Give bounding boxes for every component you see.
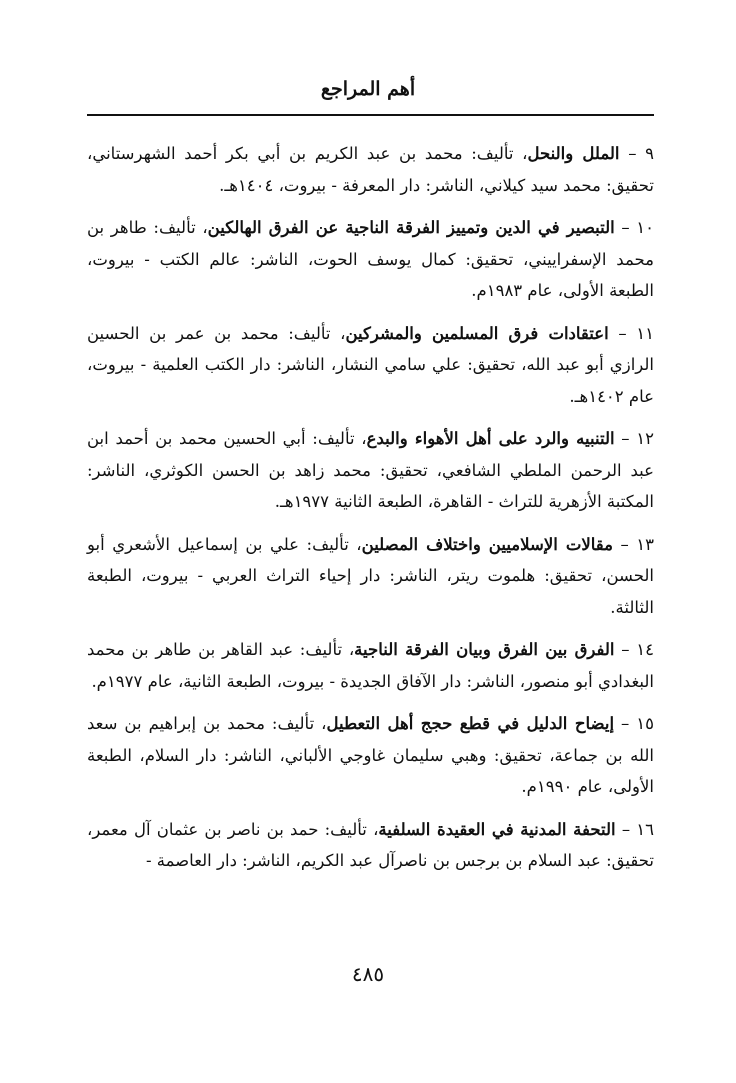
entry-number: ١١ — [636, 323, 654, 343]
entry-details: ، تأليف: عبد القاهر بن طاهر بن محمد البغدادي أبو منصور، الناشر: دار الآفاق الجديدة - بيروت، الطبعة الثانية، عام ١٩٧٧م. — [87, 640, 654, 691]
entry-number: ٩ — [645, 144, 654, 163]
entry-details: ، تأليف: محمد بن عمر بن الحسين الرازي أبو عبد الله، تحقيق: علي سامي النشار، الناشر: دار الكتب العلمية - بيروت، عام ١٤٠٢هـ. — [87, 323, 654, 406]
entry-details: ، تأليف: حمد بن ناصر بن عثمان آل معمر، تحقيق: عبد السلام بن برجس بن ناصرآل عبد الكريم، الناشر: دار العاصمة - — [87, 819, 654, 870]
entry-details: ، تأليف: طاهر بن محمد الإسفراييني، تحقيق: كمال يوسف الحوت، الناشر: عالم الكتب - بيروت، الطبعة الأولى، عام ١٩٨٣م. — [87, 218, 654, 300]
entry-number: ١٢ — [636, 429, 654, 448]
reference-entry: ٩ – الملل والنحل، تأليف: محمد بن عبد الكريم بن أبي بكر أحمد الشهرستاني، تحقيق: محمد سيد كيلاني، الناشر: دار المعرفة - بيروت، ١٤٠٤هـ. — [87, 144, 654, 195]
page-header-title: أهم المراجع — [320, 78, 416, 100]
entry-number: ١٥ — [636, 714, 654, 733]
reference-entry: ١٠ – التبصير في الدين وتمييز الفرقة الناجية عن الفرق الهالكين، تأليف: طاهر بن محمد الإسفراييني، تحقيق: كمال يوسف الحوت، الناشر: عالم الكتب - بيروت، الطبعة الأولى، عام ١٩٨٣م. — [87, 218, 654, 300]
page-number: ٤٨٥ — [351, 962, 385, 986]
entry-title: اعتقادات فرق المسلمين والمشركين — [345, 323, 609, 343]
entry-title: الفرق بين الفرق وبيان الفرقة الناجية — [354, 640, 615, 659]
entry-details: ، تأليف: محمد بن عبد الكريم بن أبي بكر أحمد الشهرستاني، تحقيق: محمد سيد كيلاني، الناشر: دار المعرفة - بيروت، ١٤٠٤هـ. — [87, 144, 654, 195]
entry-number: ١٦ — [636, 819, 654, 839]
reference-entry: ١٦ – التحفة المدنية في العقيدة السلفية، تأليف: حمد بن ناصر بن عثمان آل معمر، تحقيق: عبد السلام بن برجس بن ناصرآل عبد الكريم، الناشر: دار العاصمة - — [87, 819, 654, 870]
reference-entry: ١٢ – التنبيه والرد على أهل الأهواء والبدع، تأليف: أبي الحسين محمد بن أحمد ابن عبد الرحمن الملطي الشافعي، تحقيق: محمد زاهد بن الحسن الكوثري، الناشر: المكتبة الأزهرية للتراث - القاهرة، الطبعة الثانية ١٩٧٧هـ. — [87, 429, 654, 511]
entry-details: ، تأليف: علي بن إسماعيل الأشعري أبو الحسن، تحقيق: هلموت ريتر، الناشر: دار إحياء التراث العربي - بيروت، الطبعة الثالثة. — [87, 534, 654, 617]
entry-details: ، تأليف: أبي الحسين محمد بن أحمد ابن عبد الرحمن الملطي الشافعي، تحقيق: محمد زاهد بن الحسن الكوثري، الناشر: المكتبة الأزهرية للتراث - القاهرة، الطبعة الثانية ١٩٧٧هـ. — [87, 429, 654, 511]
entry-title: التحفة المدنية في العقيدة السلفية — [378, 819, 616, 839]
header-divider — [87, 114, 654, 116]
entry-number: ١٤ — [636, 640, 654, 659]
entry-title: الملل والنحل — [527, 144, 620, 163]
entry-details: ، تأليف: محمد بن إبراهيم بن سعد الله بن جماعة، تحقيق: وهبي سليمان غاوجي الألباني، الناشر: دار السلام، الطبعة الأولى، عام ١٩٩٠م. — [87, 714, 654, 796]
entry-title: إيضاح الدليل في قطع حجج أهل التعطيل — [326, 714, 615, 733]
reference-entry: ١٤ – الفرق بين الفرق وبيان الفرقة الناجية، تأليف: عبد القاهر بن طاهر بن محمد البغدادي أبو منصور، الناشر: دار الآفاق الجديدة - بيروت، الطبعة الثانية، عام ١٩٧٧م. — [87, 640, 654, 691]
entry-number: ١٠ — [636, 218, 654, 237]
references-list — [87, 138, 654, 888]
entry-title: التبصير في الدين وتمييز الفرقة الناجية عن الفرق الهالكين — [207, 218, 615, 237]
reference-entry: ١٥ – إيضاح الدليل في قطع حجج أهل التعطيل، تأليف: محمد بن إبراهيم بن سعد الله بن جماعة، تحقيق: وهبي سليمان غاوجي الألباني، الناشر: دار السلام، الطبعة الأولى، عام ١٩٩٠م. — [87, 714, 654, 796]
reference-entry: ١٣ – مقالات الإسلاميين واختلاف المصلين، تأليف: علي بن إسماعيل الأشعري أبو الحسن، تحقيق: هلموت ريتر، الناشر: دار إحياء التراث العربي - بيروت، الطبعة الثالثة. — [87, 534, 654, 617]
entry-number: ١٣ — [636, 534, 654, 554]
reference-entry: ١١ – اعتقادات فرق المسلمين والمشركين، تأليف: محمد بن عمر بن الحسين الرازي أبو عبد الله، تحقيق: علي سامي النشار، الناشر: دار الكتب العلمية - بيروت، عام ١٤٠٢هـ. — [87, 323, 654, 406]
entry-title: التنبيه والرد على أهل الأهواء والبدع — [366, 429, 615, 448]
entry-title: مقالات الإسلاميين واختلاف المصلين — [361, 534, 613, 554]
